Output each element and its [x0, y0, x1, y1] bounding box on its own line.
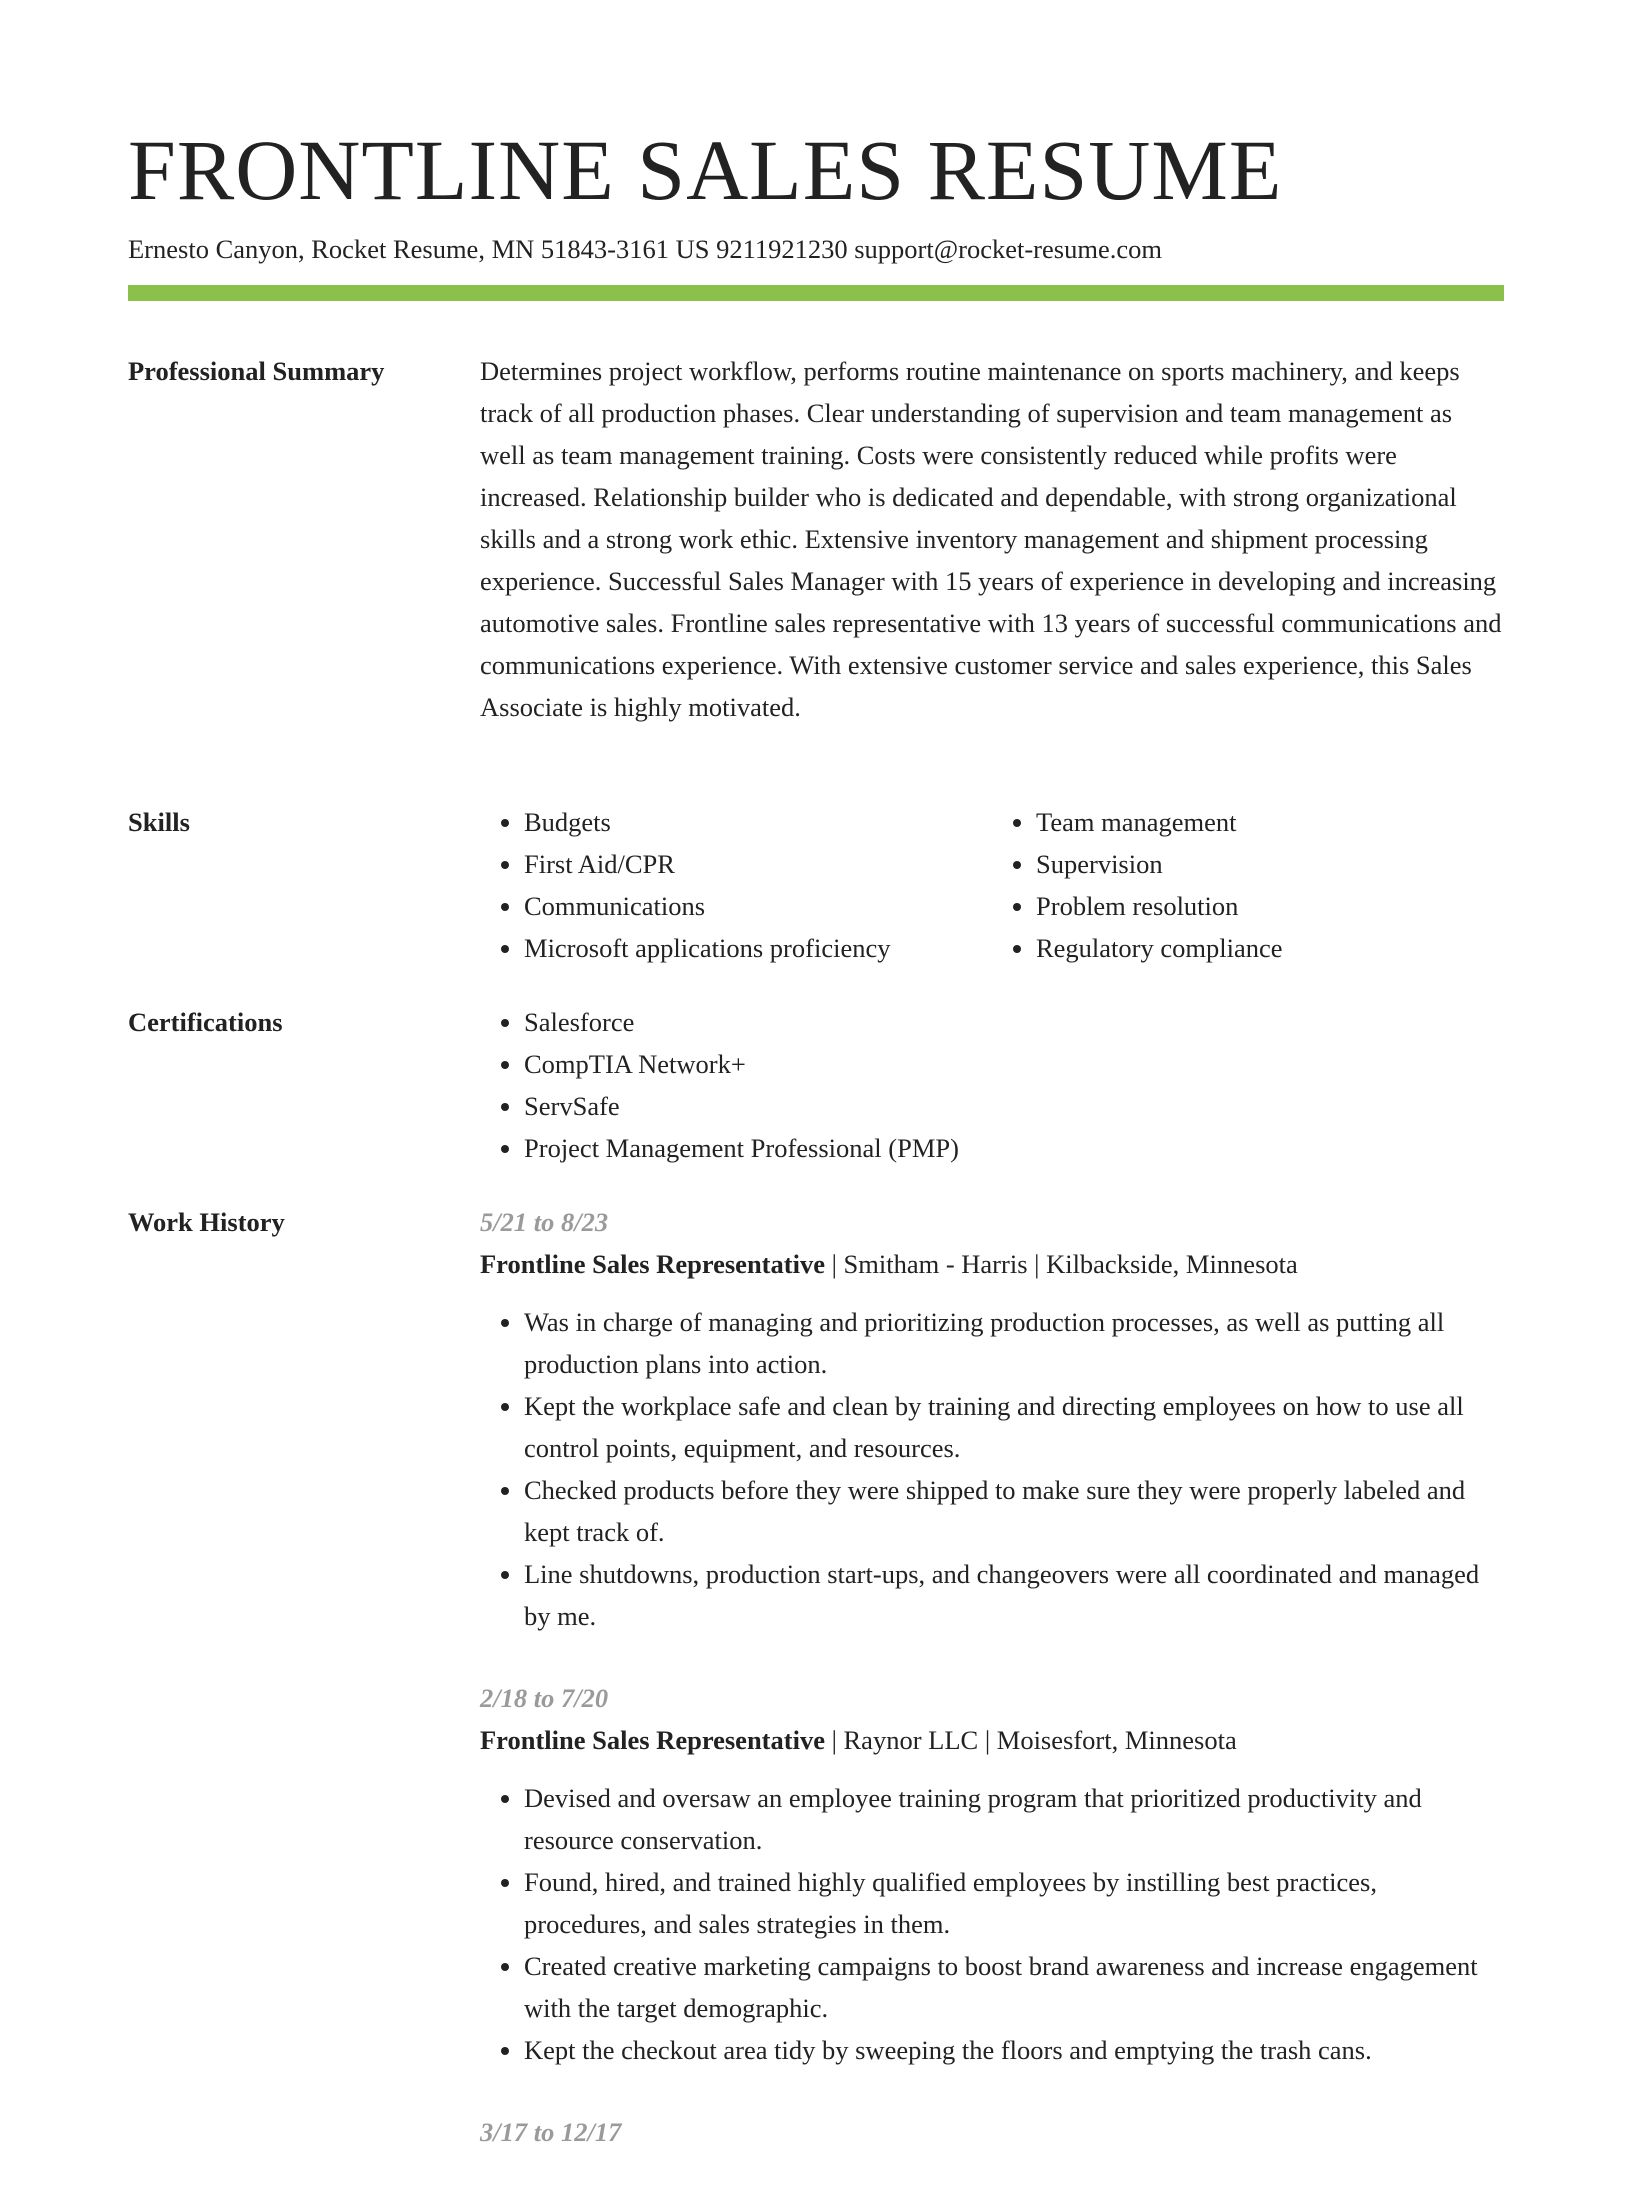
job-heading [480, 1243, 1504, 1285]
certifications-label: Certifications [128, 1007, 283, 1037]
job-dates: 2/18 to 7/20 [480, 1683, 609, 1713]
skill-item: • Communications [524, 885, 948, 927]
skill-item: • Team management [1036, 801, 1460, 843]
certification-item: • Salesforce [524, 1001, 1504, 1043]
job-bullet: • Checked products before they were shipped to make sure they were properly labeled and kept track of. [524, 1469, 1504, 1553]
job-role: Frontline Sales Representative [480, 1249, 825, 1279]
job-bullets [480, 1301, 1504, 1637]
job-bullet: • Found, hired, and trained highly qualified employees by instilling best practices, procedures, and sales strategies in them. [524, 1861, 1504, 1945]
header-accent-rule [128, 285, 1504, 301]
skill-item: • Regulatory compliance [1036, 927, 1460, 969]
skill-item: • First Aid/CPR [524, 843, 948, 885]
job-entry [480, 2111, 1504, 2153]
job-heading [480, 1719, 1504, 1761]
job-dates: 3/17 to 12/17 [480, 2117, 622, 2147]
contact-line: Ernesto Canyon, Rocket Resume, MN 51843-3161 US 9211921230 support@rocket-resume.com [128, 234, 1162, 264]
job-bullets [480, 1777, 1504, 2071]
skill-item: • Microsoft applications proficiency [524, 927, 948, 969]
skills-label: Skills [128, 807, 190, 837]
job-role: Frontline Sales Representative [480, 1725, 825, 1755]
skill-item: • Budgets [524, 801, 948, 843]
certification-item: • ServSafe [524, 1085, 1504, 1127]
job-bullet: • Was in charge of managing and prioritizing production processes, as well as putting all production plans into action. [524, 1301, 1504, 1385]
job-bullet: • Kept the checkout area tidy by sweeping the floors and emptying the trash cans. [524, 2029, 1504, 2071]
skill-item: • Supervision [1036, 843, 1460, 885]
job-dates: 5/21 to 8/23 [480, 1207, 609, 1237]
job-bullet: • Line shutdowns, production start-ups, and changeovers were all coordinated and managed by me. [524, 1553, 1504, 1637]
job-entry [480, 1677, 1504, 2071]
resume-title: FRONTLINE SALES RESUME [128, 122, 1283, 218]
skills-content [480, 801, 1504, 969]
summary-label: Professional Summary [128, 356, 385, 386]
certifications-content [480, 1001, 1504, 1169]
job-entry [480, 1201, 1504, 1637]
job-bullet: • Created creative marketing campaigns to boost brand awareness and increase engagement with the target demographic. [524, 1945, 1504, 2029]
work-history-content [480, 1201, 1504, 2193]
skills-column-1 [480, 801, 948, 969]
job-details: | Smitham - Harris | Kilbackside, Minnesota [824, 1249, 1298, 1279]
summary-text: Determines project workflow, performs routine maintenance on sports machinery, and keeps track of all production phases. Clear understanding of supervision and team management as well as team management training. Costs were consistently reduced while profits were increased. Relationship builder who is dedicated and dependable, with strong organizational skills and a strong work ethic. Extensive inventory management and shipment processing experience. Successful Sales Manager with 15 years of experience in developing and increasing automotive sales. Frontline sales representative with 13 years of successful communications and communications experience. With extensive customer service and sales experience, this Sales Associate is highly motivated. [480, 356, 1502, 722]
work-history-label: Work History [128, 1207, 285, 1237]
certification-item: • CompTIA Network+ [524, 1043, 1504, 1085]
job-bullet: • Devised and oversaw an employee training program that prioritized productivity and resource conservation. [524, 1777, 1504, 1861]
skills-column-2 [992, 801, 1460, 969]
job-bullet: • Kept the workplace safe and clean by training and directing employees on how to use all control points, equipment, and resources. [524, 1385, 1504, 1469]
certification-item: • Project Management Professional (PMP) [524, 1127, 1504, 1169]
job-details: | Raynor LLC | Moisesfort, Minnesota [824, 1725, 1237, 1755]
certifications-list [480, 1001, 1504, 1169]
summary-content [480, 350, 1504, 728]
skill-item: • Problem resolution [1036, 885, 1460, 927]
